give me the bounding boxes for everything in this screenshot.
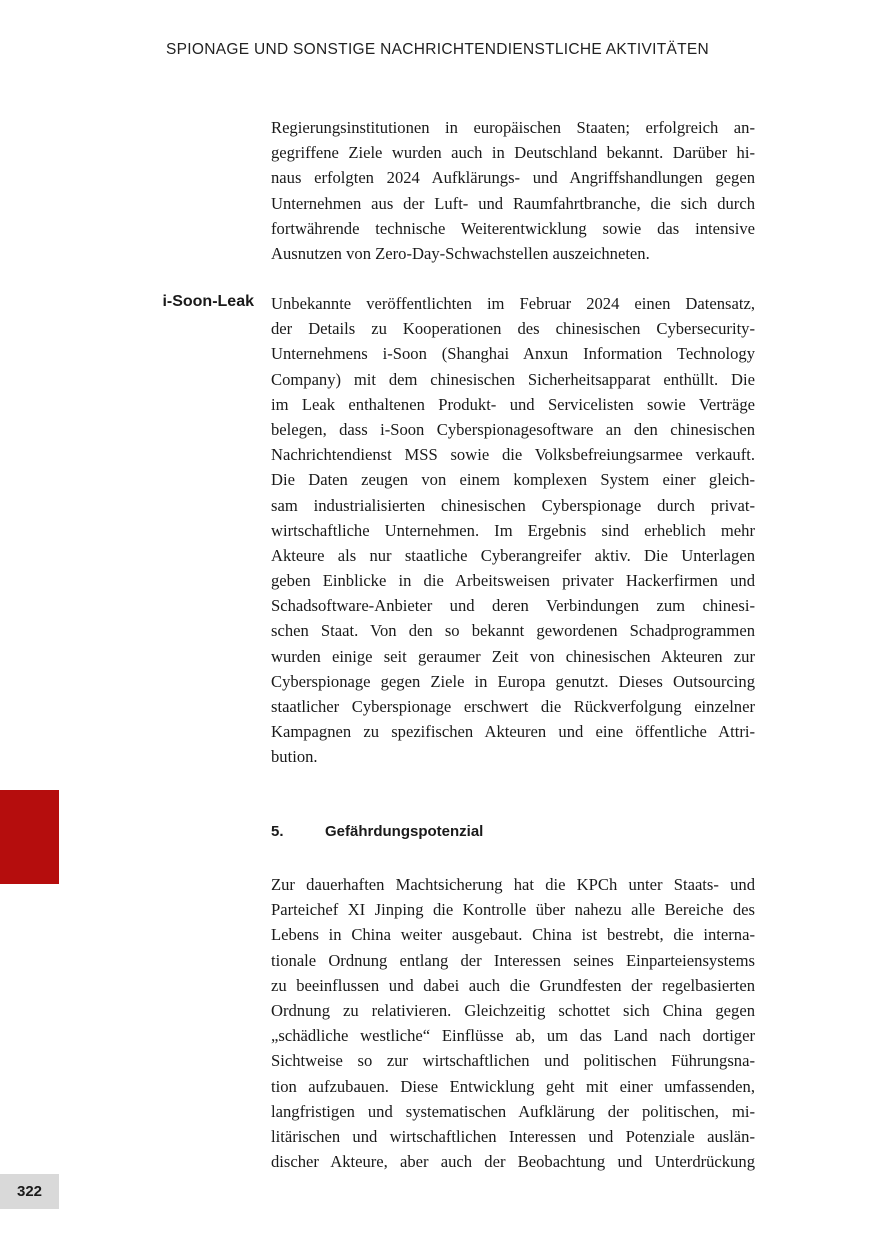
text-line: tion aufzubauen. Diese Entwicklung geht mit einer umfassenden, xyxy=(271,1076,755,1096)
text-line: Lebens in China weiter ausgebaut. China ist bestrebt, die interna- xyxy=(271,925,755,945)
text-line: langfristigen und systematischen Aufklärung der politischen, mi- xyxy=(271,1101,755,1121)
paragraph-threat xyxy=(271,872,755,1174)
text-line: fortwährende technische Weiterentwicklung sowie das intensive xyxy=(271,218,755,238)
text-line: „schädliche westliche“ Einflüsse ab, um das Land nach dortiger xyxy=(271,1026,755,1046)
section-number: 5. xyxy=(271,823,284,840)
text-line: Ausnutzen von Zero-Day-Schwachstellen auszeichneten. xyxy=(271,243,650,263)
text-line: geben Einblicke in die Arbeitsweisen privater Hackerfirmen und xyxy=(271,571,755,591)
text-line: Kampagnen zu spezifischen Akteuren und eine öffentliche Attri- xyxy=(271,722,755,742)
chapter-tab-marker xyxy=(0,790,59,884)
text-line: Schadsoftware-Anbieter und deren Verbindungen zum chinesi- xyxy=(271,596,755,616)
text-line: Unternehmen aus der Luft- und Raumfahrtbranche, die sich durch xyxy=(271,193,755,213)
text-line: Parteichef XI Jinping die Kontrolle über nahezu alle Bereiche des xyxy=(271,900,755,920)
text-line: bution. xyxy=(271,747,318,767)
text-line: wirtschaftliche Unternehmen. Im Ergebnis sind erheblich mehr xyxy=(271,520,755,540)
text-line: Zur dauerhaften Machtsicherung hat die KPCh unter Staats- und xyxy=(271,875,755,894)
text-line: zu beeinflussen und dabei auch die Grundfesten der regelbasierten xyxy=(271,975,755,995)
section-heading xyxy=(271,823,483,840)
paragraph-intro xyxy=(271,115,755,266)
text-line: Akteure als nur staatliche Cyberangreifer aktiv. Die Unterlagen xyxy=(271,545,755,565)
text-line: sam industrialisierten chinesischen Cyberspionage durch privat- xyxy=(271,495,755,515)
text-line: Ordnung zu relativieren. Gleichzeitig schottet sich China gegen xyxy=(271,1000,755,1020)
page-number: 322 xyxy=(0,1174,59,1209)
text-line: Regierungsinstitutionen in europäischen Staaten; erfolgreich an- xyxy=(271,118,755,137)
text-line: naus erfolgten 2024 Aufklärungs- und Angriffshandlungen gegen xyxy=(271,168,755,188)
text-line: Unbekannte veröffentlichten im Februar 2024 einen Datensatz, xyxy=(271,294,755,313)
text-line: schen Staat. Von den so bekannt gewordenen Schadprogrammen xyxy=(271,621,755,641)
text-line: im Leak enthaltenen Produkt- und Servicelisten sowie Verträge xyxy=(271,394,755,414)
text-line: belegen, dass i-Soon Cyberspionagesoftware an den chinesischen xyxy=(271,419,755,439)
text-line: Company) mit dem chinesischen Sicherheitsapparat enthüllt. Die xyxy=(271,369,755,389)
text-line: Unternehmens i-Soon (Shanghai Anxun Information Technology xyxy=(271,344,755,364)
text-line: Die Daten zeugen von einem komplexen System einer gleich- xyxy=(271,470,755,490)
text-line: staatlicher Cyberspionage erschwert die Rückverfolgung einzelner xyxy=(271,697,755,716)
text-line: Sichtweise so zur wirtschaftlichen und politischen Führungsna- xyxy=(271,1051,755,1071)
section-title: Gefährdungspotenzial xyxy=(325,823,484,840)
text-line: Nachrichtendienst MSS sowie die Volksbefreiungsarmee verkauft. xyxy=(271,445,755,465)
text-line: Cyberspionage gegen Ziele in Europa genutzt. Dieses Outsourcing xyxy=(271,671,755,691)
text-line: tionale Ordnung entlang der Interessen seines Einparteiensystems xyxy=(271,950,755,970)
running-header: SPIONAGE UND SONSTIGE NACHRICHTENDIENSTLICHE AKTIVITÄTEN xyxy=(165,41,709,58)
text-line: gegriffene Ziele wurden auch in Deutschland bekannt. Darüber hi- xyxy=(271,143,755,163)
text-line: der Details zu Kooperationen des chinesischen Cybersecurity- xyxy=(271,319,755,339)
text-line: discher Akteure, aber auch der Beobachtung und Unterdrückung xyxy=(271,1152,755,1172)
paragraph-i-soon-leak xyxy=(271,291,755,770)
text-line: wurden einige seit geraumer Zeit von chinesischen Akteuren zur xyxy=(271,646,755,666)
margin-label-i-soon-leak: i-Soon-Leak xyxy=(162,293,254,310)
text-line: litärischen und wirtschaftlichen Interessen und Potenziale auslän- xyxy=(271,1126,755,1146)
